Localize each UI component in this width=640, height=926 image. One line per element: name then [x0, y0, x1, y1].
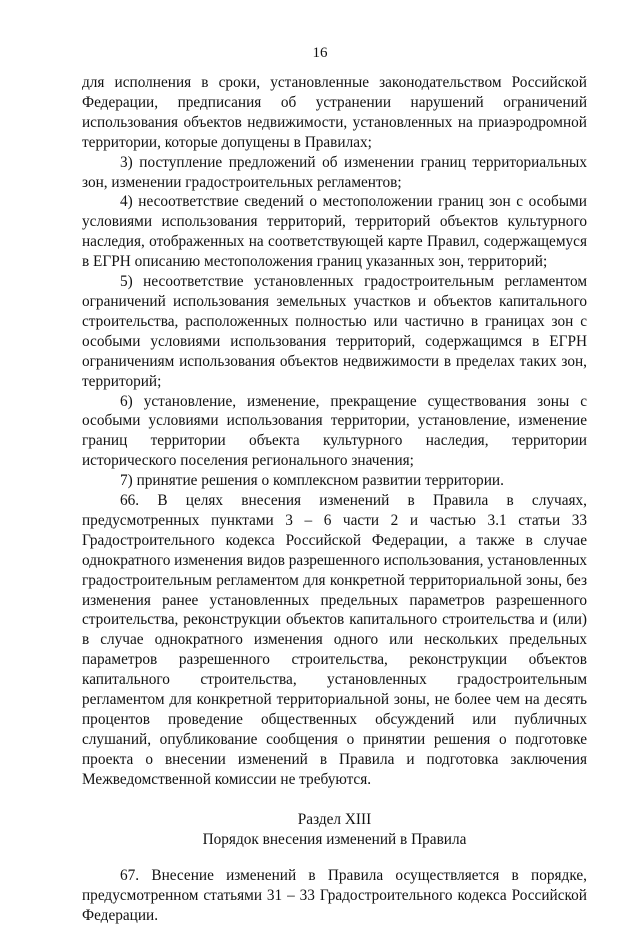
list-item-3: 3) поступление предложений об изменении границ территориальных зон, изменении градостроительных регламентов; [82, 153, 587, 191]
list-item-7: 7) принятие решения о комплексном развитии территории. [120, 472, 504, 490]
list-item-4: 4) несоответствие сведений о местоположении границ зон с особыми условиями использования территорий, территорий объектов культурного наследия, отображенных на соответствующей карте Правил, содержащемуся в ЕГРН описанию местоположения границ указанных зон, территорий; [82, 193, 587, 271]
paragraph-continuation: для исполнения в сроки, установленные законодательством Российской Федерации, предписания об устранении нарушений ограничений использования объектов недвижимости, установленных на приаэродромной территории, которые допущены в Правилах; [82, 74, 587, 151]
section-label: Раздел XIII [297, 810, 372, 828]
page-number: 16 [312, 45, 328, 61]
list-item-5: 5) несоответствие установленных градостроительным регламентом ограничений использования земельных участков и объектов капитального строительства, расположенных полностью или частично в границах зон с особыми условиями использования территорий, содержащимся в ЕГРН ограничениям использования объектов недвижимости в пределах таких зон, территорий; [82, 273, 587, 390]
paragraph-66: 66. В целях внесения изменений в Правила в случаях, предусмотренных пунктами 3 – 6 части 2 и частью 3.1 статьи 33 Градостроительного кодекса Российской Федерации, а также в случае однократного изменения видов разрешенного использования, установленных градостроительным регламентом для конкретной территориальной зоны, без изменения ранее установленных предельных параметров разрешенного строительства, реконструкции объектов капитального строительства и (или) в случае однократного изменения одного или нескольких предельных параметров разрешенного строительства, реконструкции объектов капитального строительства, установленных градостроительным регламентом для конкретной территориальной зоны, не более чем на десять процентов проведение общественных обсуждений или публичных слушаний, опубликование сообщения о принятии решения о подготовке проекта о внесении изменений в Правила и подготовка заключения Межведомственной комиссии не требуются. [82, 492, 587, 788]
section-title: Порядок внесения изменений в Правила [202, 830, 467, 848]
list-item-6: 6) установление, изменение, прекращение существования зоны с особыми условиями использования территории, установление, изменение границ территории объекта культурного наследия, территории исторического поселения регионального значения; [82, 392, 587, 470]
document-body [82, 73, 587, 926]
paragraph-67: 67. Внесение изменений в Правила осуществляется в порядке, предусмотренном статьями 31 – 33 Градостроительного кодекса Российской Федерации. [82, 867, 587, 925]
